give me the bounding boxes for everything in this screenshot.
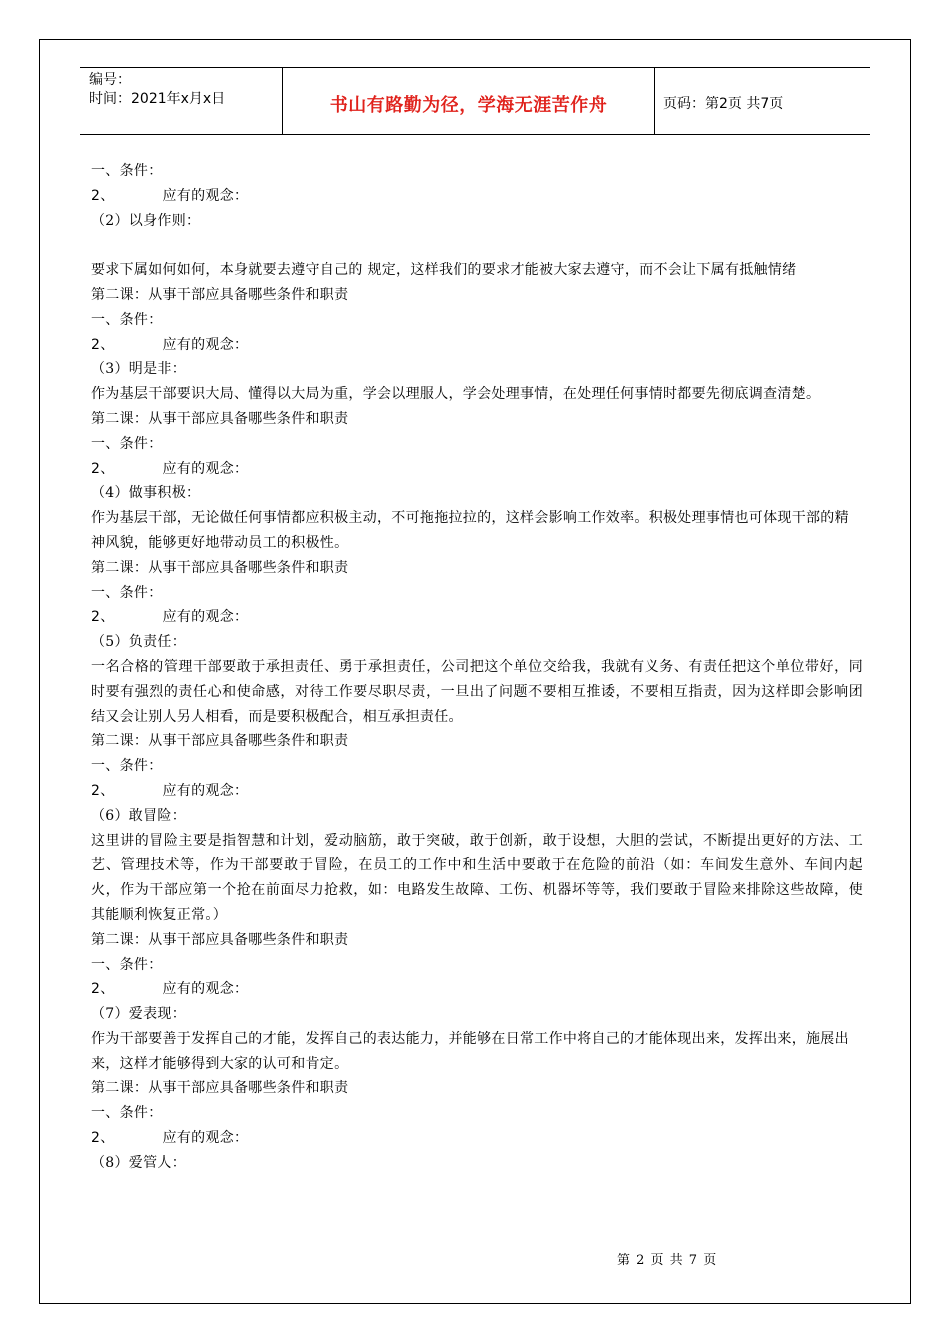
header-meta [89,71,225,109]
observation-number: 2、 [91,336,115,353]
item-heading: （8）爱管人： [91,1154,187,1171]
observation-label: 应有的观念： [162,1130,249,1147]
header-date-label: 时间：2021年x月x日 [89,91,226,107]
header-divider [654,68,655,134]
item-heading: （3）明是非： [91,361,187,378]
observation-heading [91,457,863,482]
item-paragraph: 作为干部要善于发挥自己的才能，发挥自己的表达能力，并能够在日常工作中将自己的才能体现出来，发挥出来，施展出来，这样才能够得到大家的认可和肯定。 [91,1030,849,1072]
item-paragraph: 作为基层干部要识大局、懂得以大局为重，学会以理服人，学会处理事情，在处理任何事情时都要先彻底调查清楚。 [91,386,821,403]
observation-heading [91,333,863,358]
condition-heading: 一、条件： [91,1105,163,1122]
item-paragraph: 这里讲的冒险主要是指智慧和计划，爱动脑筋，敢于突破，敢于创新，敢于设想，大胆的尝试，不断提出更好的方法、工艺、管理技术等，作为干部要敢于冒险，在员工的工作中和生活中要敢于在危险的前沿（如：车间发生意外、车间内起火，作为干部应第一个抢在前面尽力抢救，如：电路发生故障、工伤、机器坏等等，我们要敢于冒险来排除这些故障，使其能顺利恢复正常。） [91,832,863,923]
observation-number: 2、 [91,1130,115,1147]
condition-heading: 一、条件： [91,584,163,601]
condition-heading: 一、条件： [91,956,163,973]
item-paragraph: 作为基层干部，无论做任何事情都应积极主动，不可拖拖拉拉的，这样会影响工作效率。积极处理事情也可体现干部的精神风貌，能够更好地带动员工的积极性。 [91,510,849,551]
document-body [91,159,863,1176]
condition-heading: 一、条件： [91,163,163,179]
lesson-title: 第二课：从事干部应具备哪些条件和职责 [91,286,349,303]
item-heading: （4）做事积极： [91,485,201,502]
item-heading: （2）以身作则： [91,212,201,229]
observation-number: 2、 [91,782,115,799]
header-page-label: 页码：第2页 共7页 [663,96,784,112]
condition-heading: 一、条件： [91,758,163,775]
lesson-title: 第二课：从事干部应具备哪些条件和职责 [91,559,349,576]
page-header [80,67,870,135]
observation-label: 应有的观念： [162,782,249,799]
page-footer: 第 2 页 共 7 页 [617,1253,718,1268]
lesson-title: 第二课：从事干部应具备哪些条件和职责 [91,410,349,427]
observation-heading [91,779,863,804]
observation-number: 2、 [91,460,115,477]
condition-heading: 一、条件： [91,311,163,328]
condition-heading: 一、条件： [91,435,163,452]
observation-label: 应有的观念： [162,187,249,204]
item-paragraph: 要求下属如何如何，本身就要去遵守自己的 规定，这样我们的要求才能被大家去遵守，而不会让下属有抵触情绪 [91,262,797,279]
lesson-title: 第二课：从事干部应具备哪些条件和职责 [91,931,349,948]
item-heading: （5）负责任： [91,634,187,651]
observation-heading [91,1126,863,1151]
observation-number: 2、 [91,981,115,998]
lesson-title: 第二课：从事干部应具备哪些条件和职责 [91,733,349,750]
observation-label: 应有的观念： [162,336,249,353]
item-heading: （7）爱表现： [91,1006,187,1023]
observation-number: 2、 [91,187,115,204]
observation-heading [91,605,863,630]
observation-heading [91,977,863,1002]
observation-label: 应有的观念： [162,609,249,626]
header-motto: 书山有路勤为径，学海无涯苦作舟 [329,95,608,116]
item-paragraph: 一名合格的管理干部要敢于承担责任、勇于承担责任，公司把这个单位交给我，我就有义务、有责任把这个单位带好，同时要有强烈的责任心和使命感，对待工作要尽职尽责，一旦出了问题不要相互推诿，不要相互指责，因为这样即会影响团结又会让别人另人相看，而是要积极配合，相互承担责任。 [91,658,863,725]
item-heading: （6）敢冒险： [91,807,187,824]
header-number-label: 编号： [89,72,131,88]
observation-heading [91,184,863,209]
lesson-title: 第二课：从事干部应具备哪些条件和职责 [91,1080,349,1097]
observation-number: 2、 [91,609,115,626]
observation-label: 应有的观念： [162,981,249,998]
observation-label: 应有的观念： [162,460,249,477]
